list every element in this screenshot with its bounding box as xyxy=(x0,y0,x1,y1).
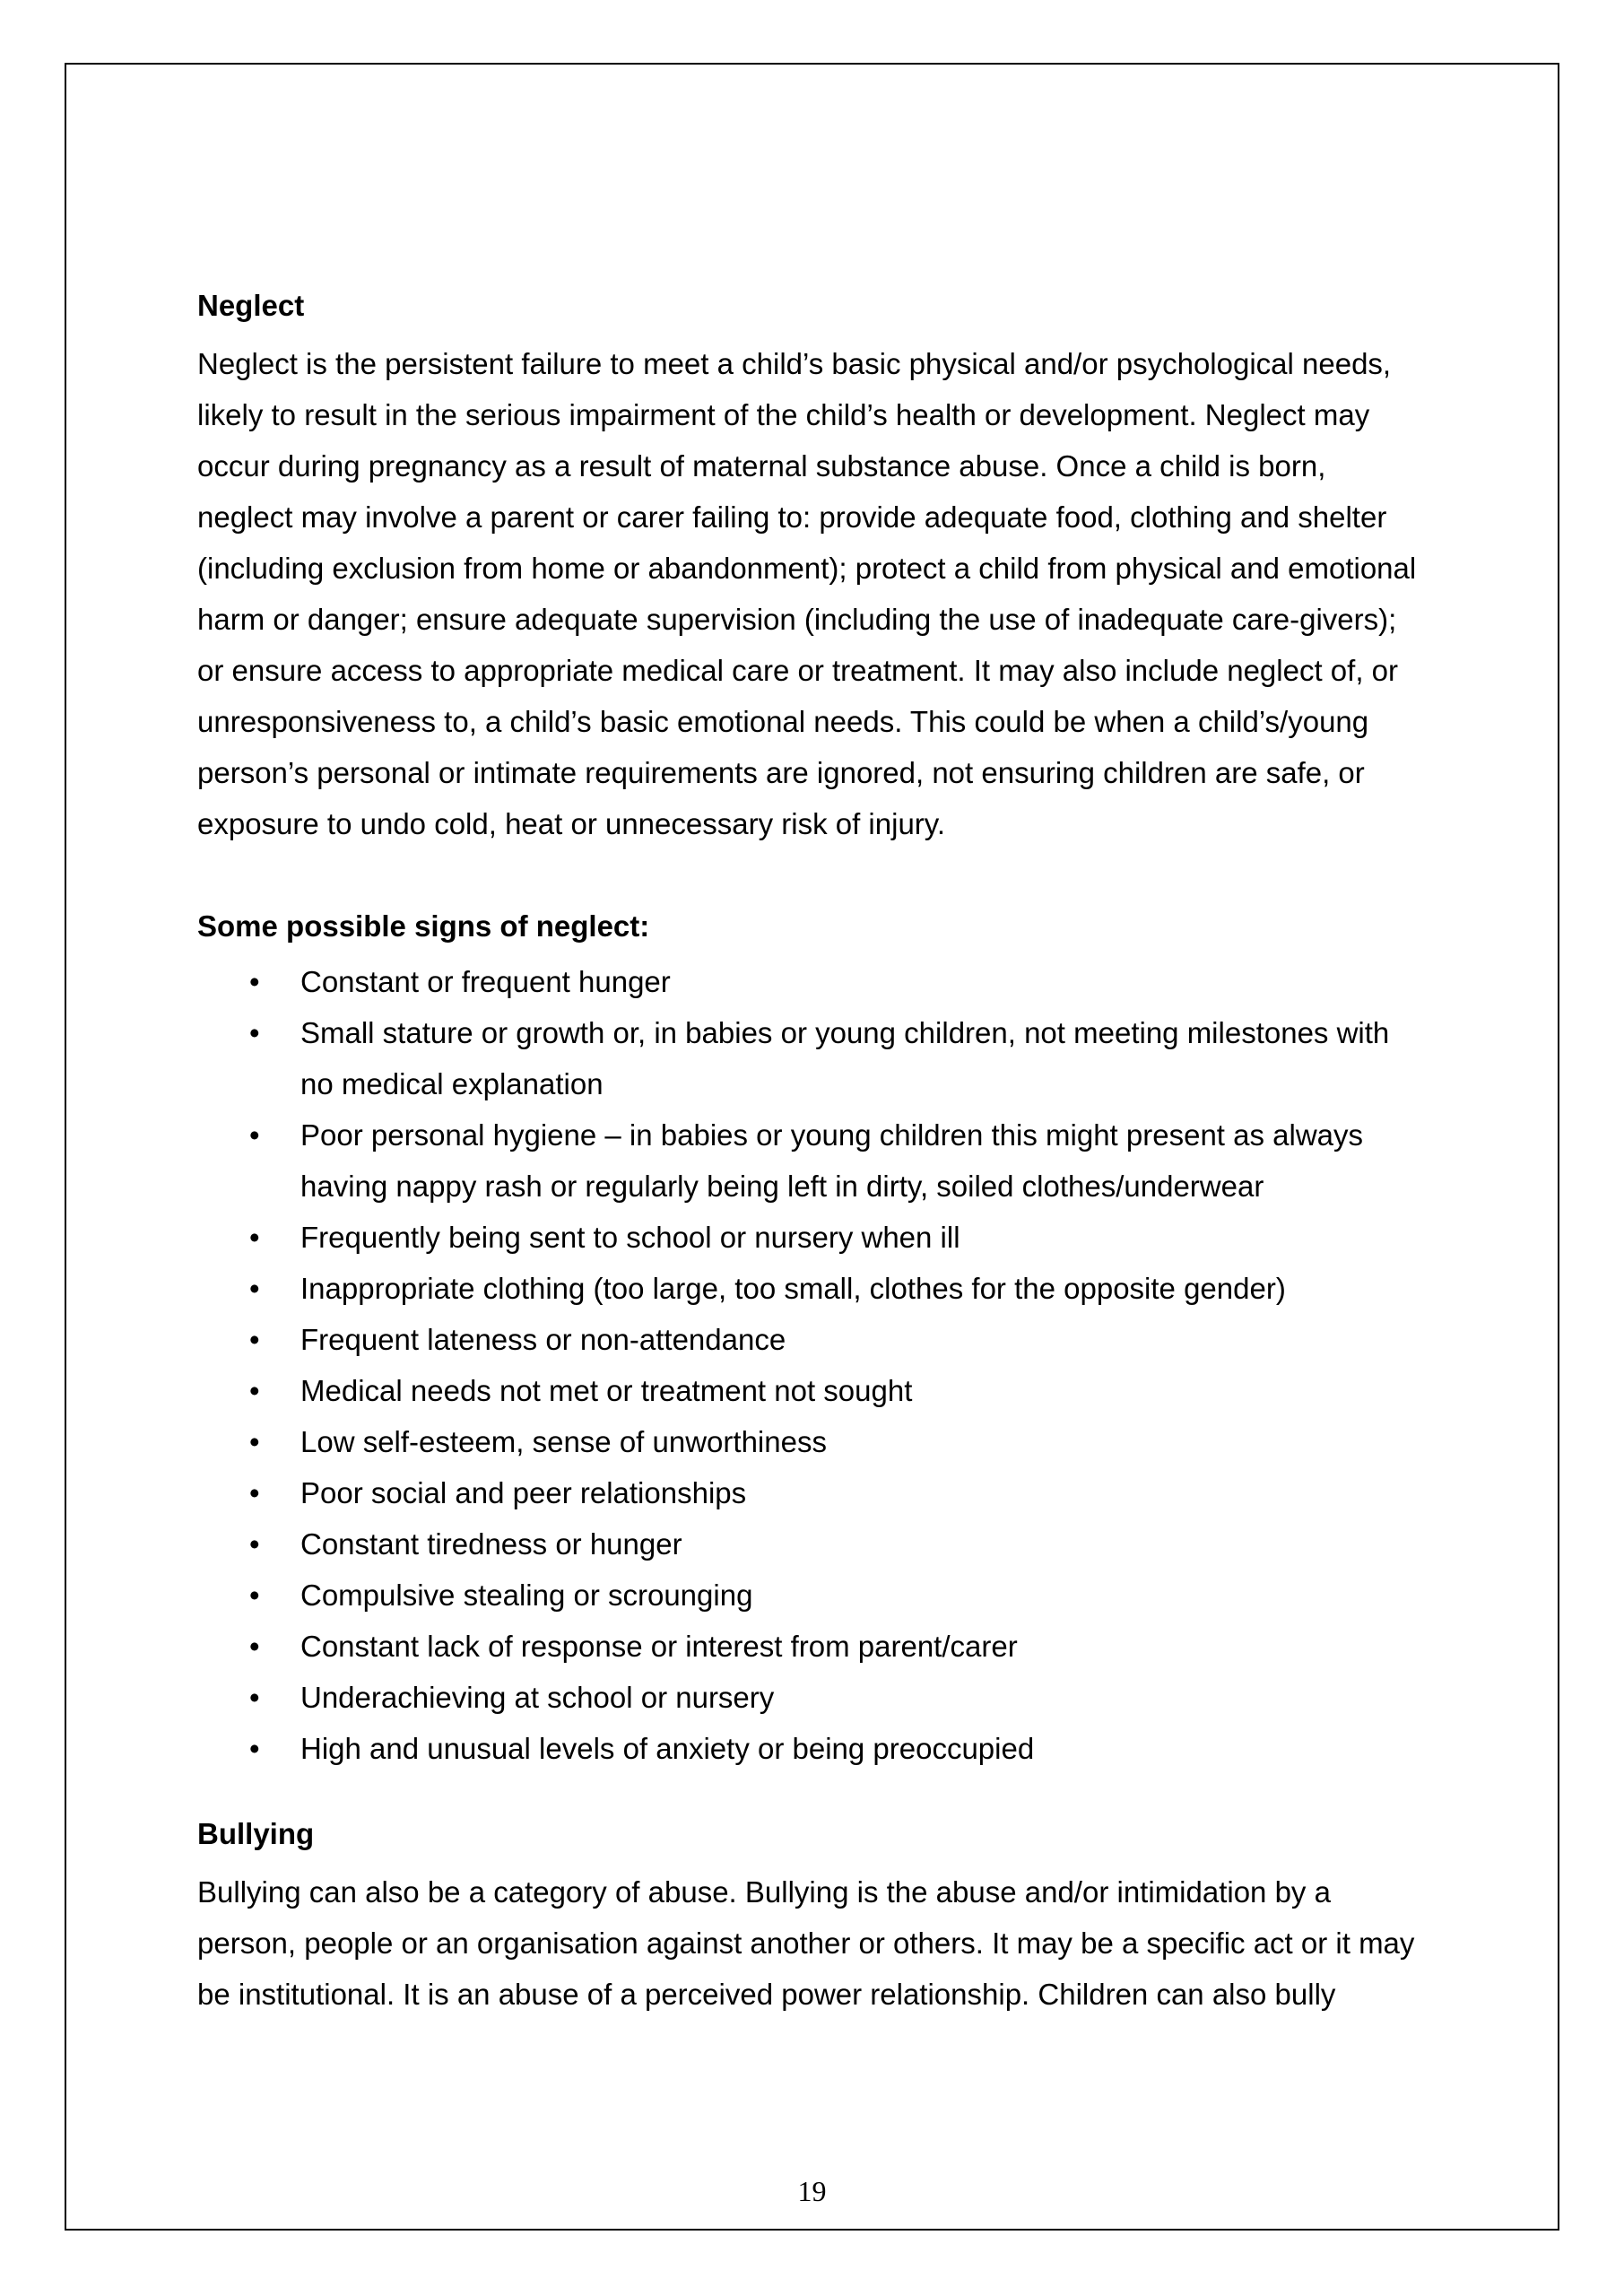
page-number: 19 xyxy=(797,2175,827,2207)
list-item: • Poor personal hygiene – in babies or young children this might present as always having nappy rash or regularly being left in dirty, soiled clothes/underwear xyxy=(197,1109,1428,1212)
signs-heading: Some possible signs of neglect: xyxy=(197,909,650,943)
bullying-paragraph: Bullying can also be a category of abuse. Bullying is the abuse and/or intimidation by a person, people or an organisation against another or others. It may be a specific act or it may be institutional. It is an abuse of a perceived power relationship. Children can also bully xyxy=(197,1875,1415,2011)
list-item: • Frequently being sent to school or nursery when ill xyxy=(197,1212,1428,1263)
list-item: • Inappropriate clothing (too large, too small, clothes for the opposite gender) xyxy=(197,1263,1428,1314)
list-item: • Small stature or growth or, in babies or young children, not meeting milestones with no medical explanation xyxy=(197,1007,1428,1109)
list-item: • Frequent lateness or non-attendance xyxy=(197,1314,1428,1365)
list-item: • Constant or frequent hunger xyxy=(197,956,1428,1007)
list-item: • High and unusual levels of anxiety or being preoccupied xyxy=(197,1723,1428,1774)
list-item: • Poor social and peer relationships xyxy=(197,1467,1428,1518)
list-item: • Constant tiredness or hunger xyxy=(197,1518,1428,1570)
bullying-heading: Bullying xyxy=(197,1817,315,1850)
section-signs-of-neglect xyxy=(197,900,1428,1774)
neglect-heading: Neglect xyxy=(197,289,305,322)
list-item: • Compulsive stealing or scrounging xyxy=(197,1570,1428,1621)
neglect-paragraph: Neglect is the persistent failure to meet a child’s basic physical and/or psychological needs, likely to result in the serious impairment of the child’s health or development. Neglect may occur during pregnancy as a result of maternal substance abuse. Once a child is born, neglect may involve a parent or carer failing to: provide adequate food, clothing and shelter (including exclusion from home or abandonment); protect a child from physical and emotional harm or danger; ensure adequate supervision (including the use of inadequate care-givers); or ensure access to appropriate medical care or treatment. It may also include neglect of, or unresponsiveness to, a child’s basic emotional needs. This could be when a child’s/young person’s personal or intimate requirements are ignored, not ensuring children are safe, or exposure to undo cold, heat or unnecessary risk of injury. xyxy=(197,347,1417,840)
list-item: • Low self-esteem, sense of unworthiness xyxy=(197,1416,1428,1467)
list-item: • Constant lack of response or interest from parent/carer xyxy=(197,1621,1428,1672)
section-bullying xyxy=(197,1808,1428,2020)
list-item: • Underachieving at school or nursery xyxy=(197,1672,1428,1723)
list-item: • Medical needs not met or treatment not sought xyxy=(197,1365,1428,1416)
signs-bullet-list xyxy=(197,956,1428,1774)
section-neglect xyxy=(197,280,1428,849)
page-content xyxy=(197,280,1428,2020)
